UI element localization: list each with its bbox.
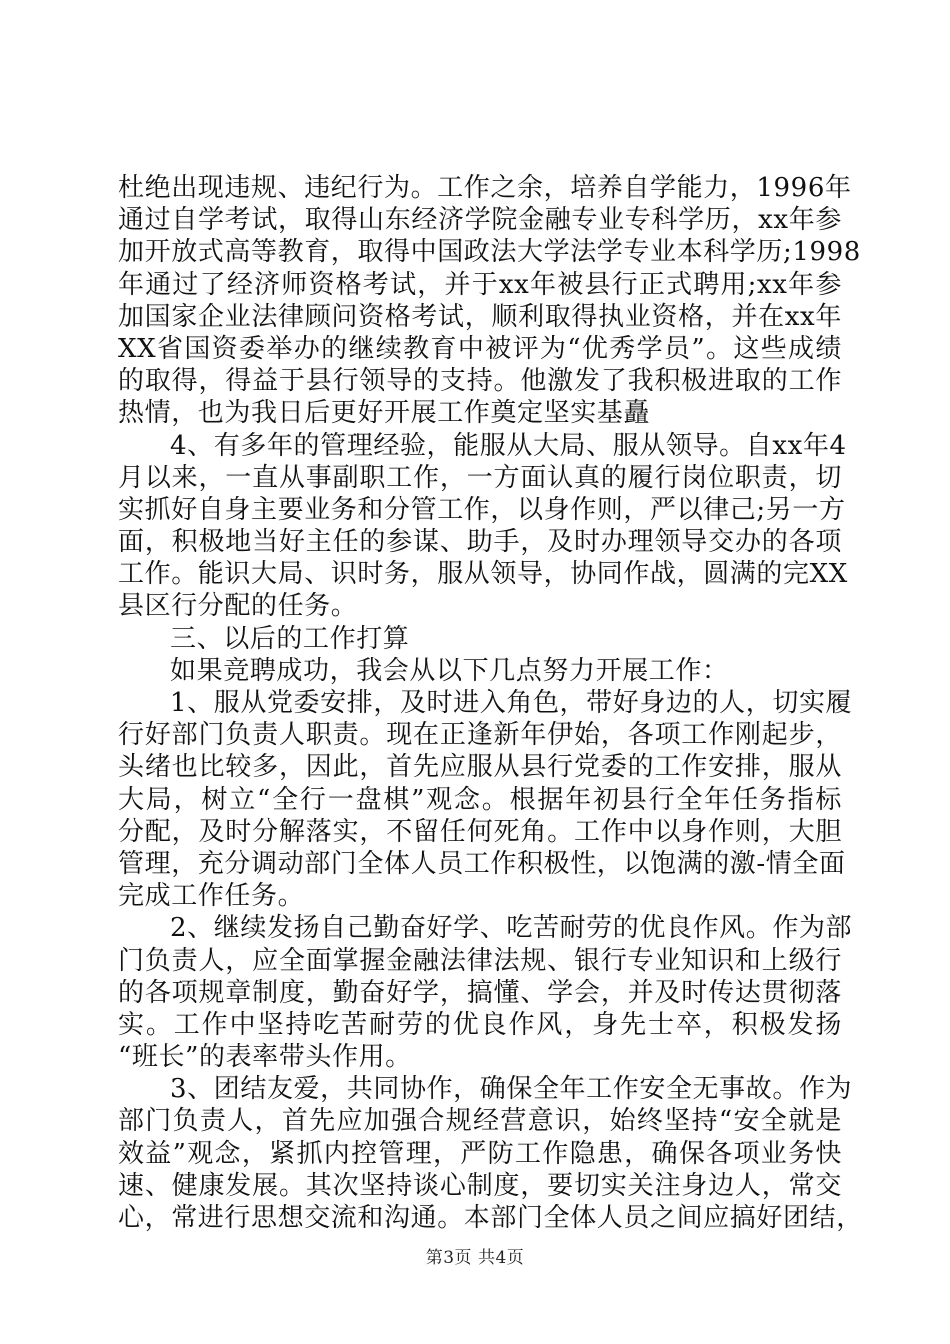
document-body bbox=[118, 172, 863, 1234]
text-line: 杜绝出现违规、违纪行为。工作之余，培养自学能力，1996年 bbox=[118, 173, 852, 203]
text-line: 加国家企业法律顾问资格考试，顺利取得执业资格，并在xx年 bbox=[118, 301, 842, 332]
text-line: 完成工作任务。 bbox=[118, 881, 305, 912]
text-line: 通过自学考试，取得山东经济学院金融专业专科学历，xx年参 bbox=[118, 205, 842, 236]
text-line: 效益”观念，紧抓内控管理，严防工作隐患，确保各项业务快 bbox=[118, 1138, 842, 1169]
text-line: 工作。能识大局、识时务，服从领导，协同作战，圆满的完XX bbox=[118, 559, 848, 590]
text-line: 速、健康发展。其次坚持谈心制度，要切实关注身边人，常交 bbox=[118, 1170, 842, 1201]
text-line: 年通过了经济师资格考试，并于xx年被县行正式聘用;xx年参 bbox=[118, 269, 842, 300]
text-line: 的取得，得益于县行领导的支持。他激发了我积极进取的工作 bbox=[118, 366, 842, 397]
text-line: “班长”的表率带头作用。 bbox=[118, 1042, 412, 1073]
text-line: 实。工作中坚持吃苦耐劳的优良作风，身先士卒，积极发扬 bbox=[118, 1009, 842, 1040]
text-line: 热情，也为我日后更好开展工作奠定坚实基矗 bbox=[118, 398, 651, 429]
text-line: 4、有多年的管理经验，能服从大局、服从领导。自xx年4 bbox=[170, 430, 847, 461]
text-line: 头绪也比较多，因此，首先应服从县行党委的工作安排，服从 bbox=[118, 752, 842, 783]
text-line: 县区行分配的任务。 bbox=[118, 591, 358, 622]
text-line: 大局，树立“全行一盘棋”观念。根据年初县行全年任务指标 bbox=[118, 784, 842, 815]
text-line: 心，常进行思想交流和沟通。本部门全体人员之间应搞好团结， bbox=[118, 1203, 863, 1233]
text-line: 面，积极地当好主任的参谋、助手，及时办理领导交办的各项 bbox=[118, 527, 842, 558]
text-line: 部门负责人，首先应加强合规经营意识，始终坚持“安全就是 bbox=[118, 1106, 842, 1137]
text-line: 实抓好自身主要业务和分管工作，以身作则，严以律己;另一方 bbox=[118, 494, 846, 525]
text-line: 分配，及时分解落实，不留任何死角。工作中以身作则，大胆 bbox=[118, 816, 842, 847]
text-line: 门负责人，应全面掌握金融法律法规、银行专业知识和上级行 bbox=[118, 945, 842, 976]
text-line: 2、继续发扬自己勤奋好学、吃苦耐劳的优良作风。作为部 bbox=[170, 913, 853, 944]
text-line: 3、团结友爱，共同协作，确保全年工作安全无事故。作为 bbox=[170, 1074, 853, 1105]
text-line: 的各项规章制度，勤奋好学，搞懂、学会，并及时传达贯彻落 bbox=[118, 977, 842, 1008]
text-line: 加开放式高等教育，取得中国政法大学法学专业本科学历;1998 bbox=[118, 237, 861, 268]
text-line: XX省国资委举办的继续教育中被评为“优秀学员”。这些成绩 bbox=[118, 333, 842, 364]
page-number-footer: 第3页 共4页 bbox=[425, 1248, 525, 1268]
text-line: 如果竞聘成功，我会从以下几点努力开展工作： bbox=[170, 655, 729, 686]
text-line: 行好部门负责人职责。现在正逢新年伊始，各项工作刚起步， bbox=[118, 720, 842, 751]
text-line: 月以来，一直从事副职工作，一方面认真的履行岗位职责，切 bbox=[118, 462, 842, 493]
text-line: 管理，充分调动部门全体人员工作积极性，以饱满的激-情全面 bbox=[118, 848, 846, 879]
text-line: 三、以后的工作打算 bbox=[170, 623, 410, 654]
text-line: 1、服从党委安排，及时进入角色，带好身边的人，切实履 bbox=[170, 688, 853, 718]
